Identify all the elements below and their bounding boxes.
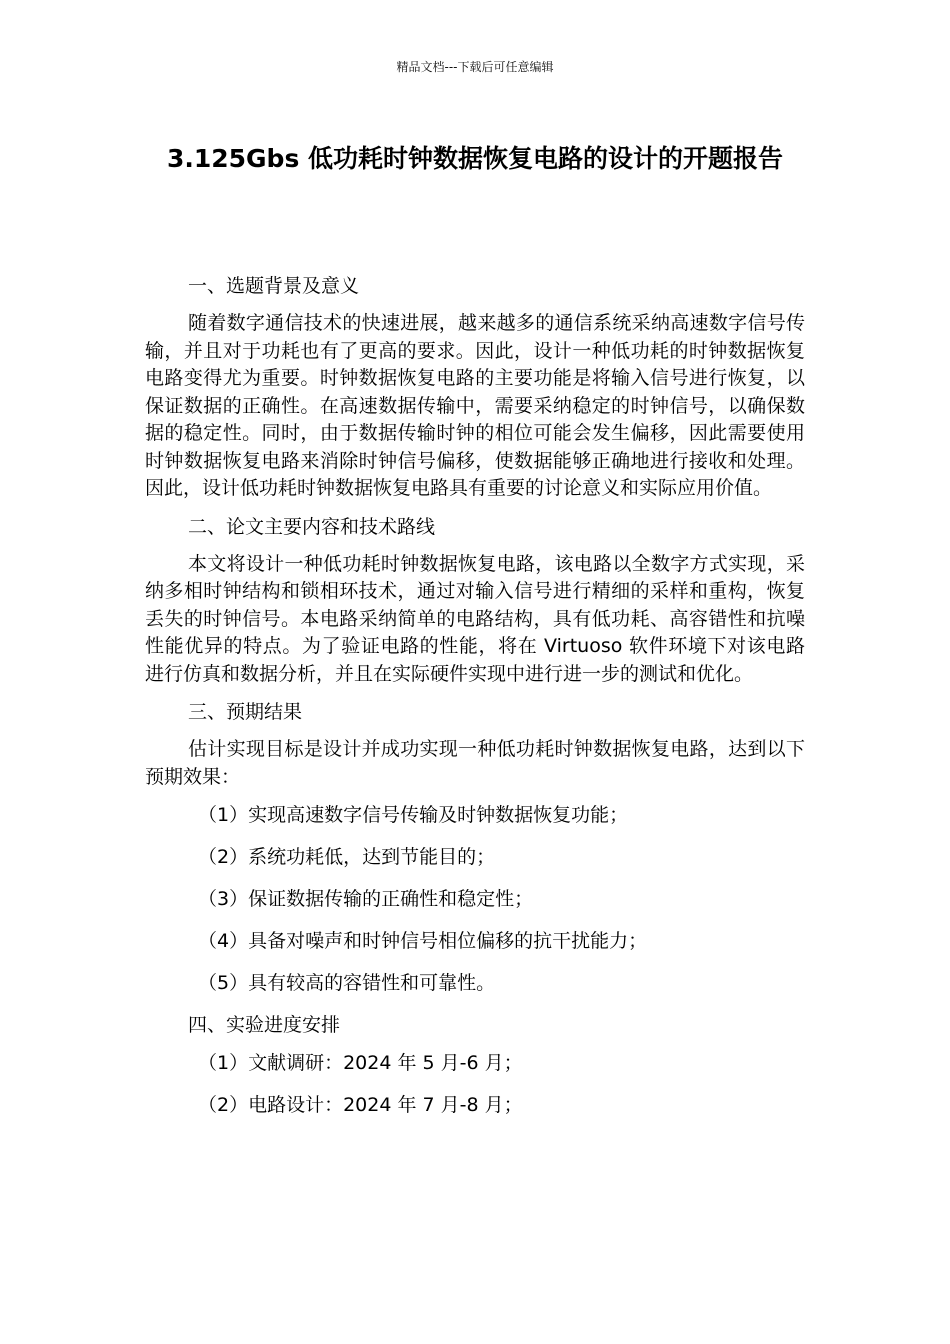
document-title: 3.125Gbs 低功耗时钟数据恢复电路的设计的开题报告 — [166, 144, 784, 173]
section-paragraph-background: 随着数字通信技术的快速进展，越来越多的通信系统采纳高速数字信号传输，并且对于功耗也有了更高的要求。因此，设计一种低功耗的时钟数据恢复电路变得尤为重要。时钟数据恢复电路的主要功能是将输入信号进行恢复，以保证数据的正确性。在高速数据传输中，需要采纳稳定的时钟信号，以确保数据的稳定性。同时，由于数据传输时钟的相位可能会发生偏移，因此需要使用时钟数据恢复电路来消除时钟信号偏移，使数据能够正确地进行接收和处理。因此，设计低功耗时钟数据恢复电路具有重要的讨论意义和实际应用价值。 — [145, 312, 805, 499]
document-body — [145, 272, 805, 1133]
section-heading-content: 二、论文主要内容和技术路线 — [188, 515, 436, 538]
section-heading-background: 一、选题背景及意义 — [188, 275, 360, 297]
section-paragraph-results: 估计实现目标是设计并成功实现一种低功耗时钟数据恢复电路，达到以下预期效果： — [145, 738, 805, 788]
section-paragraph-content: 本文将设计一种低功耗时钟数据恢复电路，该电路以全数字方式实现，采纳多相时钟结构和锁相环技术，通过对输入信号进行精细的采样和重构，恢复丢失的时钟信号。本电路采纳简单的电路结构，具有低功耗、高容错性和抗噪性能优异的特点。为了验证电路的性能，将在 Virtuoso 软件环境下对该电路进行仿真和数据分析，并且在实际硬件实现中进行进一步的测试和优化。 — [145, 552, 805, 685]
result-item: （3）保证数据传输的正确性和稳定性； — [198, 888, 534, 910]
result-item: （1）实现高速数字信号传输及时钟数据恢复功能； — [198, 804, 629, 826]
section-heading-schedule: 四、实验进度安排 — [188, 1014, 341, 1036]
result-item: （4）具备对噪声和时钟信号相位偏移的抗干扰能力； — [198, 930, 648, 952]
header-note: 精品文档---下载后可任意编辑 — [396, 60, 554, 74]
schedule-item: （1）文献调研：2024 年 5 月-6 月； — [198, 1052, 523, 1074]
result-item: （2）系统功耗低，达到节能目的； — [198, 846, 496, 868]
result-item: （5）具有较高的容错性和可靠性。 — [198, 972, 496, 994]
schedule-item: （2）电路设计：2024 年 7 月-8 月； — [198, 1094, 523, 1116]
section-heading-results: 三、预期结果 — [188, 701, 303, 723]
